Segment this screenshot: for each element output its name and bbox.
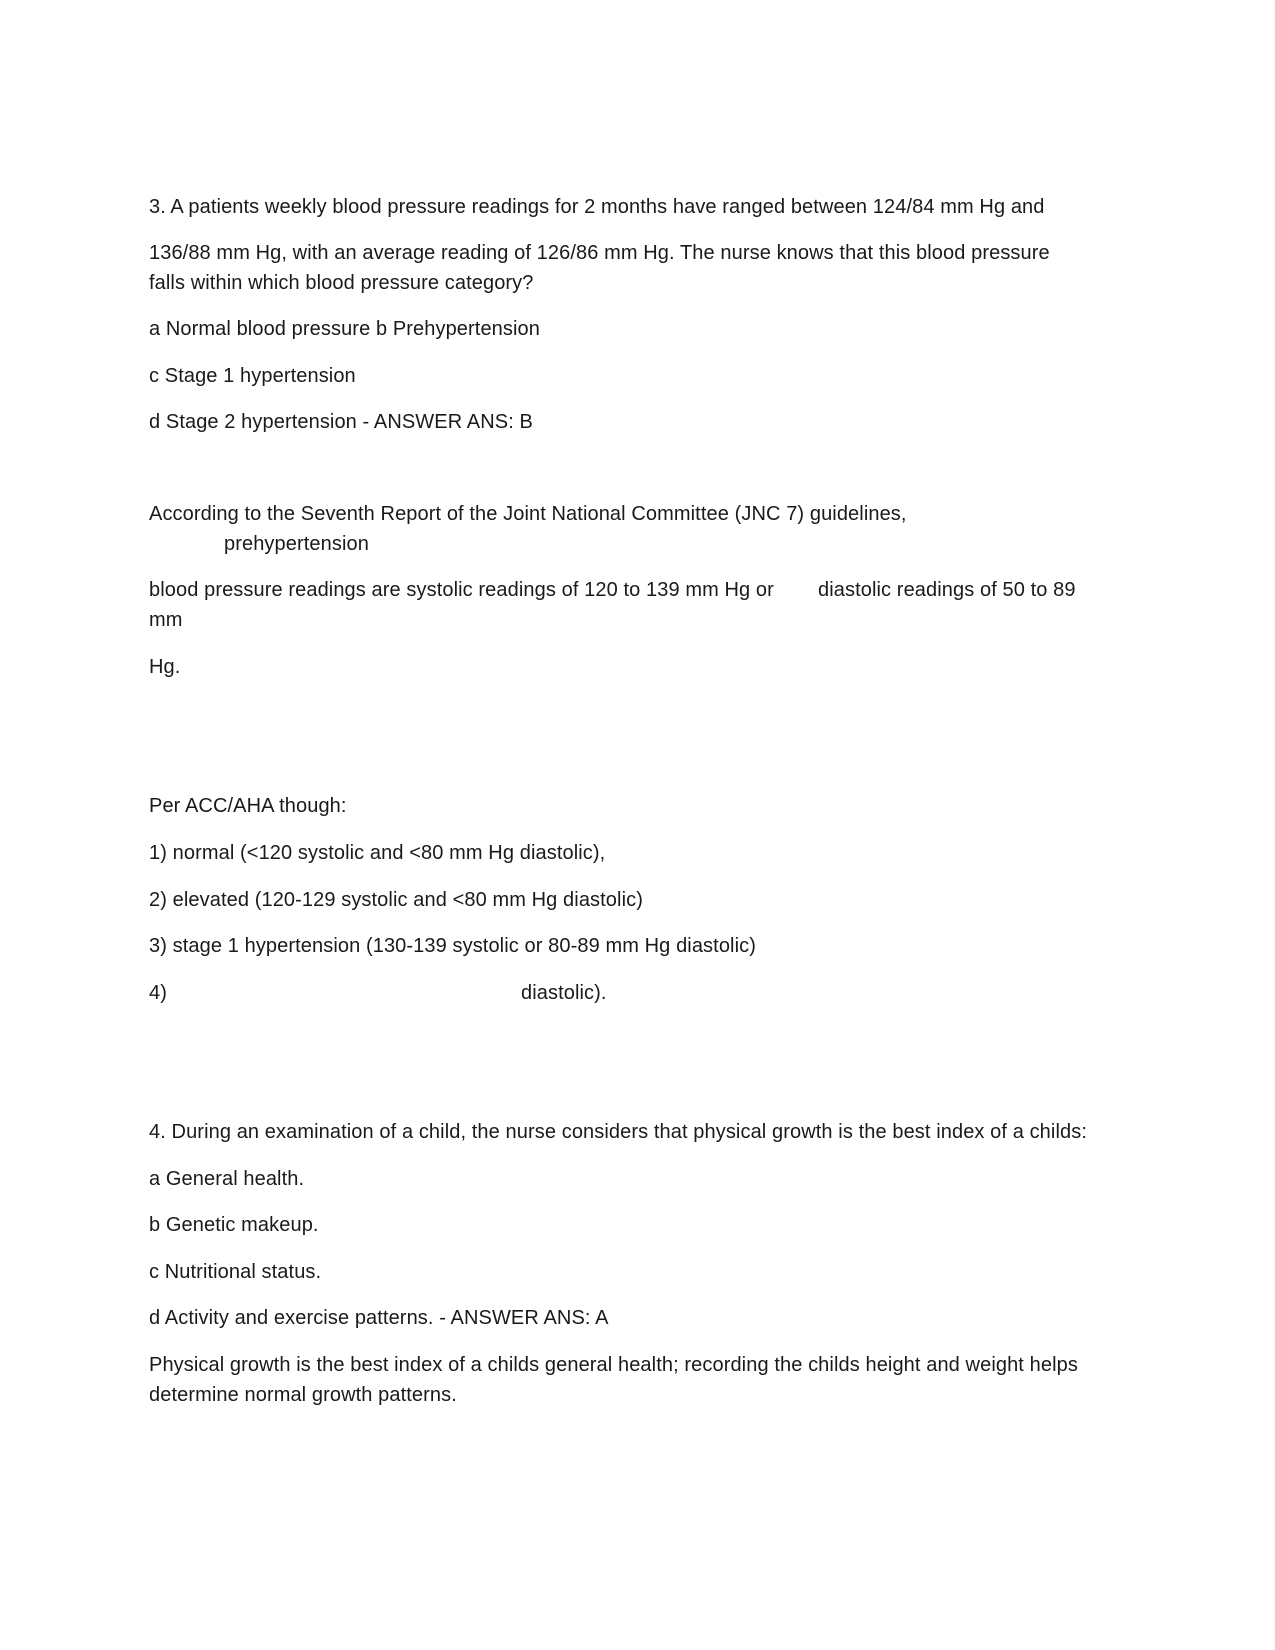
jnc-rationale-line-5: Hg. — [149, 656, 181, 678]
question-3-option-c: c Stage 1 hypertension — [149, 365, 356, 387]
jnc-rationale-line-3a: blood pressure readings are systolic readings of 120 to 139 mm Hg or — [149, 579, 774, 601]
acc-aha-item-4-tail: diastolic). — [521, 982, 607, 1004]
acc-aha-item-4-number: 4) — [149, 982, 167, 1004]
question-4-rationale-line-2: determine normal growth patterns. — [149, 1384, 457, 1406]
question-3-line-3: falls within which blood pressure category? — [149, 272, 534, 294]
question-3-options-a-b: a Normal blood pressure b Prehypertension — [149, 318, 540, 340]
acc-aha-heading: Per ACC/AHA though: — [149, 795, 347, 817]
question-3-line-1: 3. A patients weekly blood pressure readings for 2 months have ranged between 124/84 mm Hg and — [149, 196, 1045, 218]
question-3-option-d-answer: d Stage 2 hypertension - ANSWER ANS: B — [149, 411, 533, 433]
question-4-option-a: a General health. — [149, 1168, 305, 1190]
question-4-option-b: b Genetic makeup. — [149, 1214, 319, 1236]
acc-aha-item-3: 3) stage 1 hypertension (130-139 systolic or 80-89 mm Hg diastolic) — [149, 935, 756, 957]
acc-aha-item-1: 1) normal (<120 systolic and <80 mm Hg diastolic), — [149, 842, 606, 864]
jnc-rationale-line-4: mm — [149, 609, 183, 631]
question-4-option-d-answer: d Activity and exercise patterns. - ANSWER ANS: A — [149, 1307, 609, 1329]
jnc-rationale-line-1: According to the Seventh Report of the Joint National Committee (JNC 7) guidelines, — [149, 503, 907, 525]
question-4-rationale-line-1: Physical growth is the best index of a childs general health; recording the childs height and weight helps — [149, 1354, 1078, 1376]
jnc-rationale-line-2: prehypertension — [224, 533, 369, 555]
question-3-line-2: 136/88 mm Hg, with an average reading of 126/86 mm Hg. The nurse knows that this blood pressure — [149, 242, 1050, 264]
question-4-line-1: 4. During an examination of a child, the nurse considers that physical growth is the best index of a childs: — [149, 1121, 1087, 1143]
acc-aha-item-2: 2) elevated (120-129 systolic and <80 mm Hg diastolic) — [149, 889, 643, 911]
jnc-rationale-line-3b: diastolic readings of 50 to 89 — [818, 579, 1076, 601]
question-4-option-c: c Nutritional status. — [149, 1261, 322, 1283]
